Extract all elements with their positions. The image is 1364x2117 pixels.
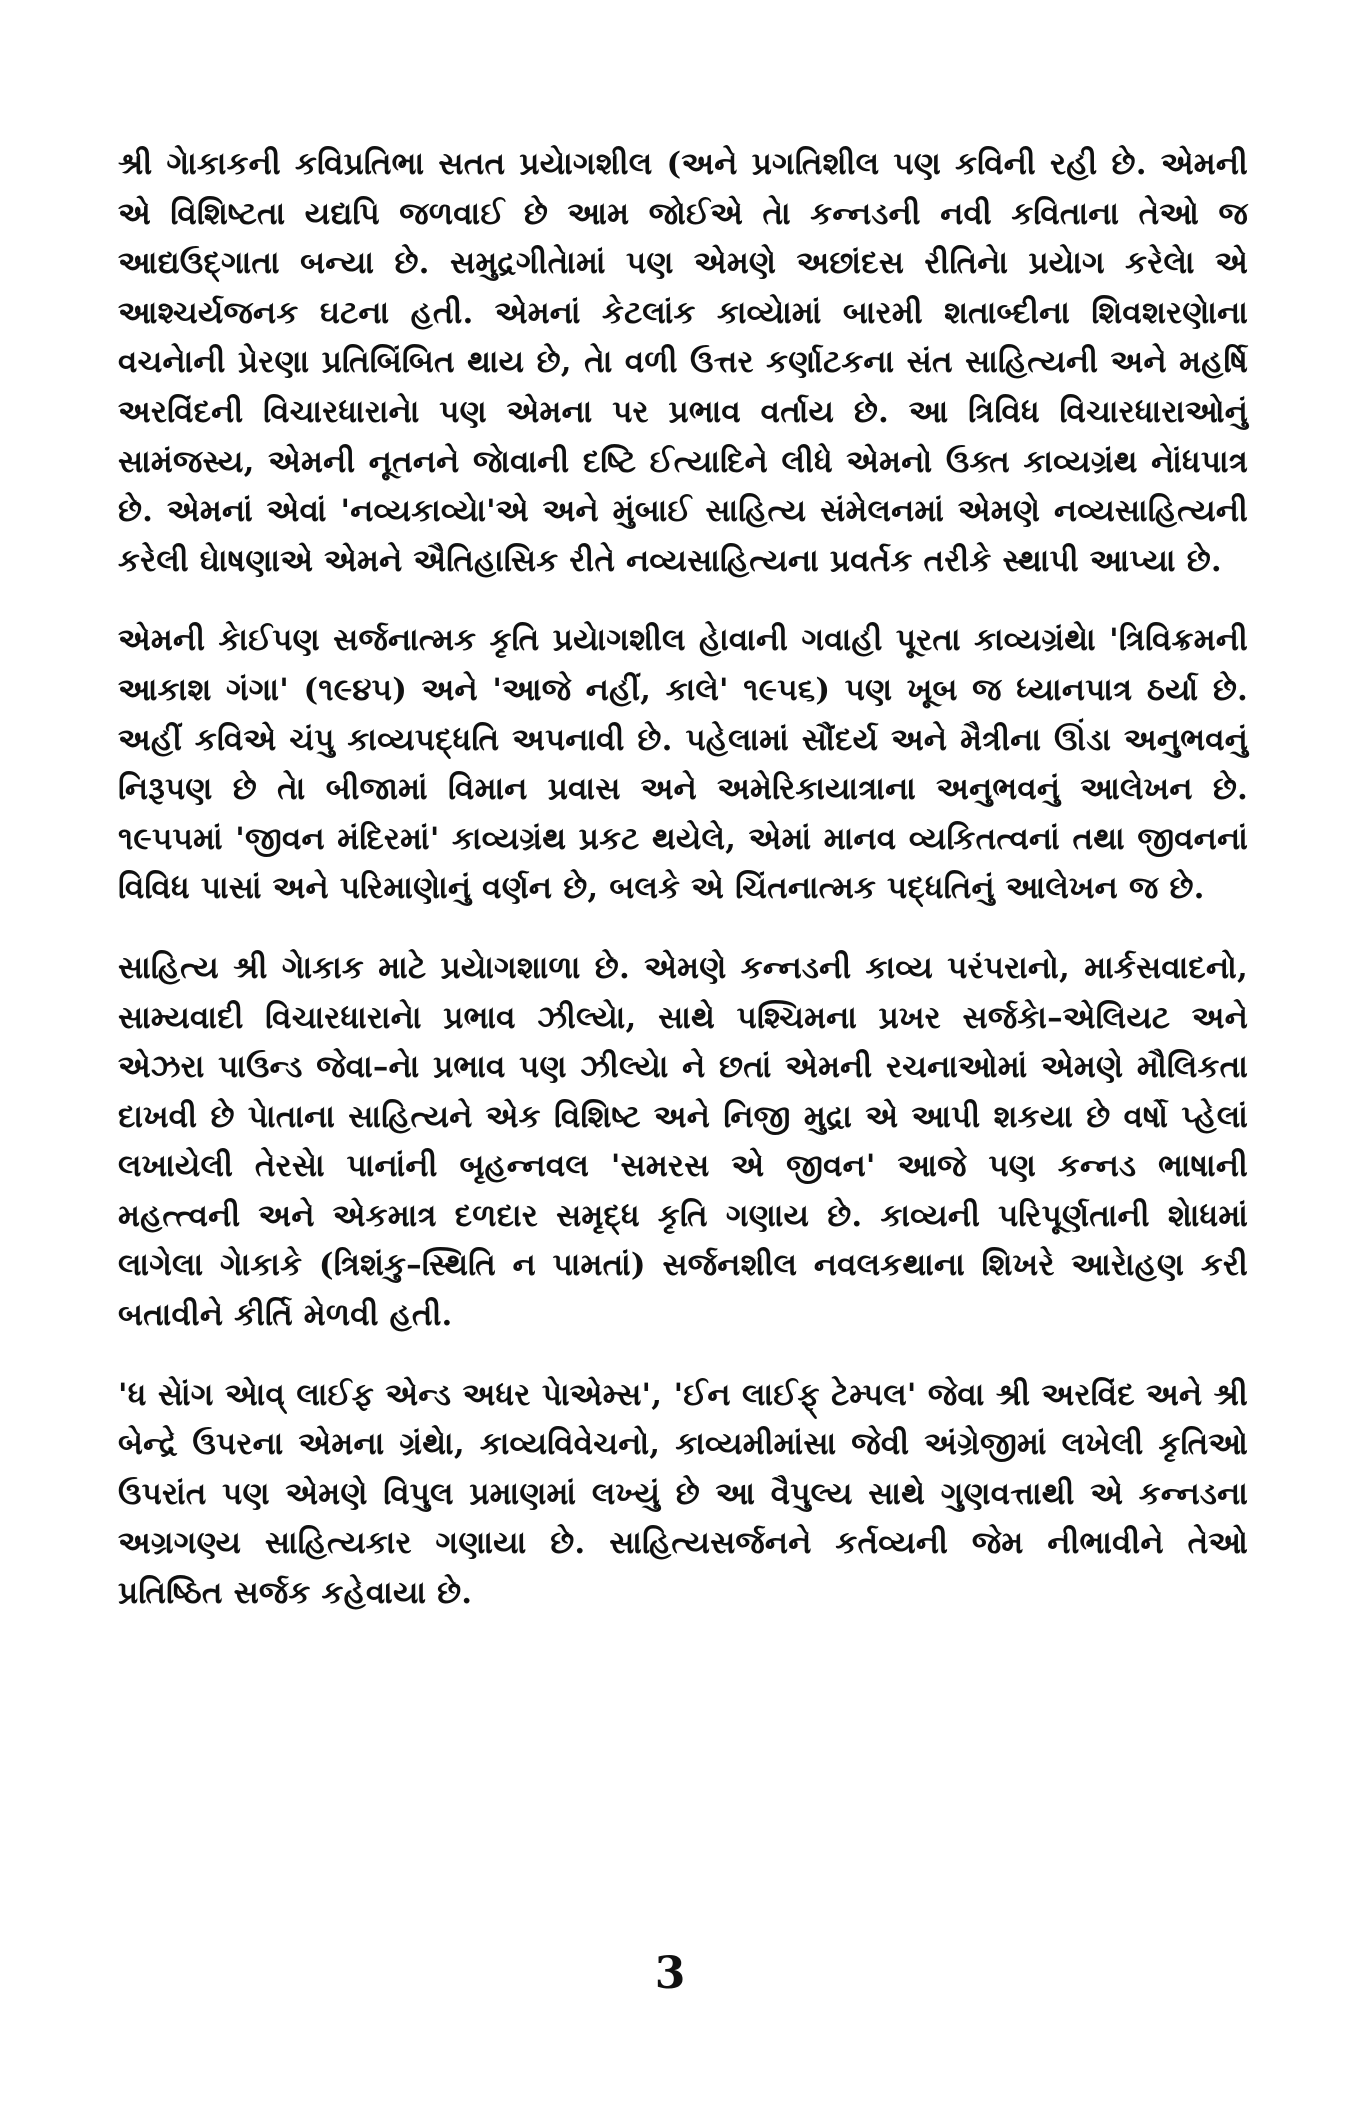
paragraph-4: 'ધ સેાંગ એાવ્ લાઈફ એન્ડ અધર પેાએમ્સ', 'ઈન લાઈફ્ ટેમ્પલ' જેવા શ્રી અરવિંદ અને શ્રી બેન્દ્રે ઉપરના એમના ગ્રંથેા, કાવ્યવિવેચનો, કાવ્યમીમાંસા જેવી અંગ્રેજીમાં લખેલી કૃતિઓ ઉપરાંત પણ એમણે વિપુલ પ્રમાણમાં લખ્યું છે આ વૈપુલ્ય સાથે ગુણવત્તાથી એ કન્નડના અગ્રગણ્ય સાહિત્યકાર ગણાયા છે. સાહિત્યસર્જનને કર્તવ્યની જેમ નીભાવીને તેઓ પ્રતિષ્ઠિત સર્જક કહેવાયા છે.: [118, 1376, 1248, 1612]
body-text: [118, 140, 1248, 1619]
paragraph-1: શ્રી ગેાકાકની કવિપ્રતિભા સતત પ્રયેાગશીલ (અને પ્રગતિશીલ પણ કવિની રહી છે. એમની એ વિશિષ્ટતા યદ્યપિ જળવાઈ છે આમ જોઈએ તેા કન્નડની નવી કવિતાના તેઓ જ આદ્યઉદ્ગાતા બન્યા છે. સમુદ્રગીતેામાં પણ એમણે અછાંદસ રીતિનેા પ્રયેાગ કરેલેા એ આશ્ચર્યજનક ઘટના હતી. એમનાં કેટલાંક કાવ્યેામાં બારમી શતાબ્દીના શિવશરણેાના વચનેાની પ્રેરણા પ્રતિબિંબિત થાય છે, તેા વળી ઉત્તર કર્ણાટકના સંત સાહિત્યની અને મહર્ષિ અરવિંદની વિચારધારાનેા પણ એમના પર પ્રભાવ વર્તાય છે. આ ત્રિવિધ વિચારધારાઓનું સામંજસ્ય, એમની નૂતનને જેાવાની દષ્ટિ ઈત્યાદિને લીધે એમનો ઉક્ત કાવ્યગ્રંથ નેાંધપાત્ર છે. એમનાં એવાં 'નવ્યકાવ્યેા'એ અને મુંબાઈ સાહિત્ય સંમેલનમાં એમણે નવ્યસાહિત્યની કરેલી ઘેાષણાએ એમને ઐતિહાસિક રીતે નવ્યસાહિત્યના પ્રવર્તક તરીકે સ્થાપી આપ્યા છે.: [118, 146, 1248, 579]
paragraph-2: એમની કેાઈપણ સર્જનાત્મક કૃતિ પ્રયેાગશીલ હેાવાની ગવાહી પૂરતા કાવ્યગ્રંથેા 'ત્રિવિક્રમની આકાશ ગંગા' (૧૯૪૫) અને 'આજે નહીં, કાલે' ૧૯૫૬) પણ ખૂબ જ ધ્યાનપાત્ર ઠર્યા છે. અહીં કવિએ ચંપુ કાવ્યપદ્ધતિ અપનાવી છે. પહેલામાં સૌંદર્ય અને મૈત્રીના ઊંડા અનુભવનું નિરૂપણ છે તેા બીજામાં વિમાન પ્રવાસ અને અમેરિકાયાત્રાના અનુભવનું આલેખન છે. ૧૯૫૫માં 'જીવન મંદિરમાં' કાવ્યગ્રંથ પ્રકટ થયેલે, એમાં માનવ વ્યકિતત્વનાં તથા જીવનનાં વિવિધ પાસાં અને પરિમાણેાનું વર્ણન છે, બલકે એ ચિંતનાત્મક પદ્ધતિનું આલેખન જ છે.: [118, 622, 1248, 907]
paragraph-3: સાહિત્ય શ્રી ગેાકાક માટે પ્રયેાગશાળા છે. એમણે કન્નડની કાવ્ય પરંપરાનો, માર્કસવાદનો, સામ્યવાદી વિચારધારાનેા પ્રભાવ ઝીલ્યેા, સાથે પશ્ચિમના પ્રખર સર્જકેા–એલિયટ અને એઝરા પાઉન્ડ જેવા–નેા પ્રભાવ પણ ઝીલ્યેા ને છતાં એમની રચનાઓમાં એમણે મૌલિકતા દાખવી છે પેાતાના સાહિત્યને એક વિશિષ્ટ અને નિજી મુદ્રા એ આપી શકયા છે વર્ષો પ્હેલાં લખાયેલી તેરસેા પાનાંની બૃહન્નવલ 'સમરસ એ જીવન' આજે પણ કન્નડ ભાષાની મહત્ત્વની અને એકમાત્ર દળદાર સમૃદ્ધ કૃતિ ગણાય છે. કાવ્યની પરિપૂર્ણતાની શેાધમાં લાગેલા ગેાકાકે (ત્રિશંકુ–સ્થિતિ ન પામતાં) સર્જનશીલ નવલકથાના શિખરે આરેાહણ કરી બતાવીને કીર્તિ મેળવી હતી.: [118, 949, 1248, 1334]
page-number: 3: [654, 1948, 686, 1999]
